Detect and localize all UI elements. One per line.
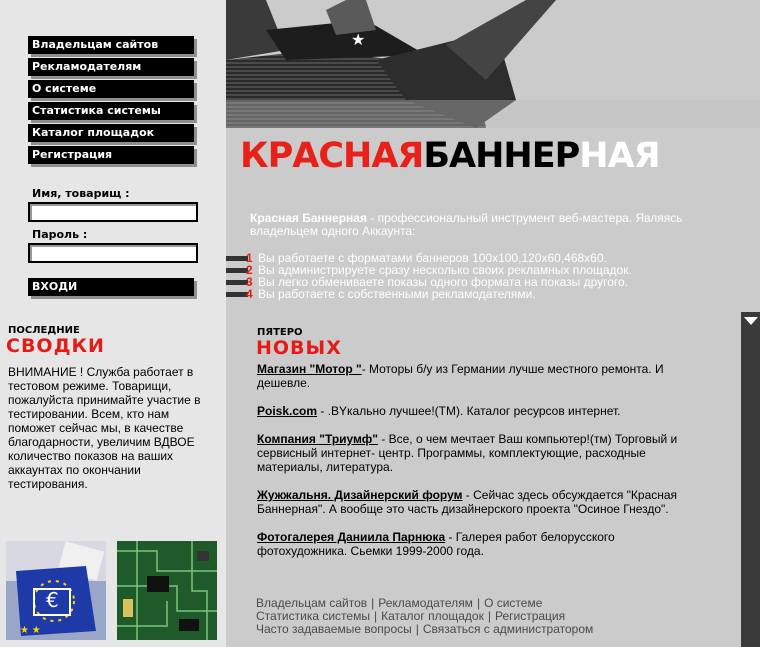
intro-text (250, 212, 690, 238)
separator: | (373, 609, 378, 623)
news-heading: СВОДКИ (6, 335, 105, 357)
site-link[interactable]: Жужжальня. Дизайнерский форум (257, 488, 463, 502)
site-description: - Сейчас здесь обсуждается "Красная Баннерная". А вообще это часть дизайнерского проекта "Осиное Гнездо". (257, 488, 678, 516)
name-label: Имя, товарищ : (32, 187, 130, 200)
feature-text: Вы работаете с собственными рекламодателями. (258, 287, 536, 301)
main-menu (28, 36, 194, 168)
footer-link-about[interactable]: О системе (484, 596, 543, 610)
menu-item-catalog[interactable] (28, 124, 194, 142)
menu-item-label: О системе (32, 82, 97, 95)
site-link[interactable]: Магазин "Мотор " (257, 362, 362, 376)
menu-item-about[interactable] (28, 80, 194, 98)
new-sites-list (257, 362, 697, 572)
bullet-bar-icon (226, 280, 248, 285)
separator: | (487, 609, 491, 623)
eu-euro-image (6, 541, 106, 640)
separator: | (476, 596, 481, 610)
title-part-red: КРАСНАЯ (240, 136, 424, 176)
new-sites-heading-small: ПЯТЕРО (257, 327, 303, 338)
bullet-bar-icon (226, 256, 248, 261)
svg-text:★: ★ (351, 32, 366, 49)
footer-link-site-owners[interactable]: Владельцам сайтов (256, 596, 368, 610)
title-part-white: НАЯ (579, 136, 660, 176)
bullet-bar-icon (226, 292, 248, 297)
menu-item-label: Каталог площадок (32, 126, 155, 139)
login-button[interactable]: ВХОДИ (28, 278, 194, 296)
feature-number: 4 (246, 287, 253, 301)
list-item (257, 488, 697, 516)
name-input[interactable] (28, 202, 198, 222)
menu-item-label: Рекламодателям (32, 60, 142, 73)
site-link[interactable]: Компания "Триумф" (257, 432, 378, 446)
footer-link-catalog[interactable]: Каталог площадок (381, 609, 484, 623)
news-heading-small: ПОСЛЕДНИЕ (8, 325, 80, 336)
left-column (0, 0, 226, 647)
menu-item-label: Статистика системы (32, 104, 161, 117)
site-description: - Галерея работ белорусского фотохудожника. Сьемки 1999-2000 года. (257, 530, 615, 558)
menu-item-site-owners[interactable] (28, 36, 194, 54)
scroll-down-arrow-icon[interactable] (744, 317, 758, 325)
footer-link-statistics[interactable]: Статистика системы (256, 609, 370, 623)
site-title (240, 136, 660, 176)
separator: | (371, 596, 375, 610)
svg-text:★ ★: ★ ★ (20, 625, 41, 636)
footer-link-faq[interactable]: Часто задаваемые вопросы (256, 622, 412, 636)
list-item (257, 362, 697, 390)
feature-number: 1 (246, 251, 253, 265)
footer-link-registration[interactable]: Регистрация (494, 609, 566, 623)
feature-text: Вы работаете с форматами баннеров 100х100,120х60,468х60. (258, 251, 607, 265)
bullet-bar-icon (226, 268, 248, 273)
footer-link-contact[interactable]: Связаться с администратором (422, 622, 594, 636)
intro-description: - профессиональный инструмент веб-мастера. Являясь владельцем одного Аккаунта: (250, 211, 683, 238)
list-item (257, 432, 697, 474)
feature-text: Вы легко обмениваете показы одного формата на показы другого. (258, 275, 629, 289)
menu-item-label: Регистрация (32, 148, 113, 161)
list-item (257, 530, 697, 558)
site-link[interactable]: Poisk.com (257, 404, 318, 418)
separator: | (415, 622, 419, 636)
menu-item-advertisers[interactable] (28, 58, 194, 76)
password-input[interactable] (28, 243, 198, 263)
circuit-board-image (117, 541, 217, 640)
menu-item-statistics[interactable] (28, 102, 194, 120)
footer-link-advertisers[interactable]: Рекламодателям (378, 596, 473, 610)
main-content (226, 0, 760, 647)
password-label: Пароль : (32, 228, 88, 241)
news-text: ВНИМАНИЕ ! Служба работает в тестовом режиме. Товарищи, пожалуйста принимайте участие в тестировании. Всем, кто нам поможет сейчас мы, в качестве благодарности, увеличим ВДВОЕ количество показов на ваших аккаунтах по окончании тестирования. (8, 365, 201, 491)
title-part-black: БАННЕР (423, 136, 580, 176)
svg-text:€: € (46, 588, 59, 612)
list-item (257, 404, 697, 418)
battleship-banner-image (226, 0, 760, 128)
scroll-panel[interactable] (741, 312, 760, 647)
menu-item-label: Владельцам сайтов (32, 38, 159, 51)
intro-brand: Красная Баннерная (250, 211, 367, 225)
feature-text: Вы администрируете сразу несколько своих рекламных площадок. (258, 263, 632, 277)
feature-number: 3 (246, 275, 253, 289)
site-link[interactable]: Фотогалерея Даниила Парнюка (257, 530, 446, 544)
site-description: - Моторы б/у из Германии лучше местного ремонта. И дешевле. (257, 362, 664, 390)
new-sites-heading: НОВЫХ (256, 337, 342, 359)
site-description: - .BYкально лучшее!(TM). Каталог ресурсов интернет. (317, 404, 621, 418)
footer-row (256, 623, 726, 636)
menu-item-registration[interactable] (28, 146, 194, 164)
footer-nav (256, 597, 726, 636)
feature-number: 2 (246, 263, 253, 277)
site-description: - Все, о чем мечтает Ваш компьютер!(тм) Торговый и сервисный интернет- центр. Программы, комплектующие, расходные материалы, литература. (257, 432, 678, 474)
